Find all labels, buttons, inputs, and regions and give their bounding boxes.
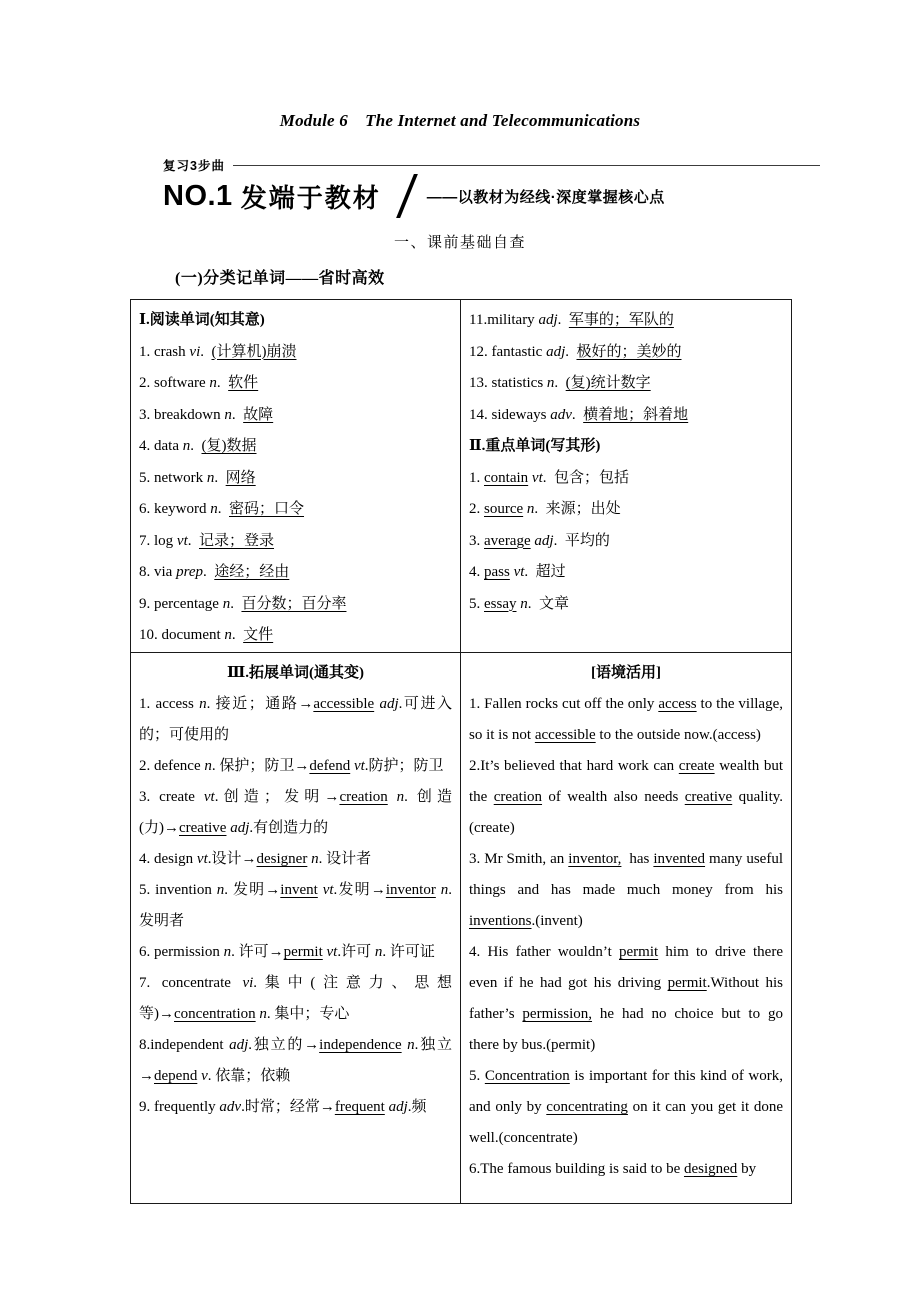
underlined-text-run: depend [154, 1068, 198, 1084]
vocab-item [469, 589, 783, 621]
text-run: 2. software [139, 375, 210, 391]
text-run: .(invent) [531, 913, 583, 929]
underlined-text-run: creative [179, 820, 227, 836]
text-run: n [440, 882, 449, 898]
underlined-text-run: essay [484, 595, 517, 612]
underlined-text-run: 百分数；百分率 [241, 595, 347, 612]
text-run: . 设计者 [318, 851, 372, 867]
text-run: . [230, 595, 242, 612]
banner-step-label: 复习3步曲 [163, 159, 225, 173]
vocab-item [139, 751, 452, 782]
text-run: quality.(create) [469, 789, 784, 836]
text-run: 3. Mr Smith, an [469, 851, 569, 867]
slash-divider-icon [396, 174, 418, 218]
text-run: .频 [407, 1099, 427, 1115]
vocab-item [469, 751, 783, 844]
text-run: 9. frequently [139, 1099, 220, 1115]
underlined-text-run: create [678, 758, 715, 774]
text-run: .发明→ [333, 882, 386, 898]
underlined-text-run: 途经；经由 [214, 564, 290, 580]
text-run: . [200, 343, 212, 360]
text-run: vt [196, 851, 208, 867]
text-run: n [206, 469, 215, 486]
underlined-text-run: 极好的；美妙的 [576, 343, 682, 360]
text-run: 1. access [139, 696, 200, 712]
vocab-item [469, 937, 783, 1061]
text-run: 3. create [139, 789, 204, 805]
vocab-item [139, 431, 452, 463]
underlined-text-run: permit [283, 944, 323, 960]
underlined-text-run: creation [493, 789, 543, 805]
text-run: 1. [469, 469, 484, 486]
text-run: n [210, 501, 218, 517]
underlined-text-run: (计算机)崩溃 [211, 343, 297, 360]
text-run: . [231, 627, 244, 643]
banner-horizontal-rule [233, 165, 820, 166]
text-run: . [216, 375, 229, 391]
text-run: he had no choice but to go there by bus.(permit) [469, 1006, 783, 1053]
text-run: . 接近；通路→ [206, 696, 314, 712]
text-run: . 发明者 [139, 882, 452, 929]
underlined-text-run: permit [619, 944, 659, 960]
vocab-item [139, 689, 452, 751]
context-usage-list [469, 689, 783, 1185]
text-run: n [222, 595, 231, 612]
text-run: . 集中；专心 [266, 1006, 350, 1022]
text-run: . 文章 [527, 595, 570, 612]
vocab-item [469, 463, 783, 495]
text-run: .防护；防卫 [364, 758, 444, 774]
text-run: . 保护；防卫→ [211, 758, 310, 774]
underlined-text-run: 网络 [225, 469, 256, 486]
vocab-item [139, 1092, 452, 1123]
underlined-text-run: permission, [522, 1006, 593, 1022]
reading-words-header: Ⅰ.阅读单词(知其意) [139, 312, 265, 328]
text-run: adv [550, 406, 572, 423]
underlined-text-run: pass [484, 564, 510, 580]
text-run: n [224, 627, 232, 643]
expansion-words-header: Ⅲ.拓展单词(通其变) [226, 664, 364, 681]
vocab-item [469, 494, 783, 526]
text-run: vt [326, 944, 338, 960]
section-subtitle: 一、课前基础自查 [393, 235, 526, 251]
vocab-item [139, 368, 452, 400]
page-title: Module 6 The Internet and Telecommunications [279, 111, 641, 130]
text-run: is important for this kind of work, and only by [469, 1068, 784, 1115]
text-run: vt [322, 882, 334, 898]
banner-top-row [163, 157, 820, 173]
text-run: . [557, 312, 569, 328]
reading-words-continued-list [469, 305, 783, 431]
underlined-text-run: accessible [313, 696, 375, 712]
underlined-text-run: 故障 [243, 406, 274, 423]
underlined-text-run: 软件 [228, 375, 259, 391]
text-run: . [571, 406, 584, 423]
text-run: vi [189, 343, 201, 360]
text-run: .时常；经常→ [241, 1099, 335, 1115]
text-run: .Without his father’s [469, 975, 783, 1022]
text-run: adj [546, 343, 566, 360]
text-run: 14. sideways [469, 406, 551, 423]
text-run: n [520, 595, 528, 612]
text-run: 11.military [469, 312, 539, 328]
text-run: .创造；发明→ [214, 789, 340, 805]
text-run: adj [538, 312, 558, 328]
underlined-text-run: source [484, 501, 524, 517]
vocab-item [469, 337, 783, 369]
vocab-item [469, 844, 783, 937]
banner-title: 发端于教材 [240, 182, 381, 213]
cell-context-usage [461, 652, 792, 1203]
text-run: . [231, 406, 244, 423]
text-run: . [203, 564, 215, 580]
section-heading: (一)分类记单词——省时高效 [175, 270, 385, 287]
text-run: . 依靠；依赖 [207, 1068, 291, 1084]
text-run: 4. design [139, 851, 197, 867]
underlined-text-run: 记录；登录 [199, 532, 275, 549]
vocab-item [139, 494, 452, 526]
vocab-item [469, 1154, 783, 1185]
text-run: . [554, 375, 566, 391]
vocab-item [139, 968, 452, 1030]
banner-main-row [163, 173, 820, 219]
text-run: n [182, 438, 191, 454]
text-run: many useful things and has made much money from his [469, 851, 784, 898]
text-run: vi [242, 975, 254, 991]
vocab-item [139, 589, 452, 621]
text-run: adj [230, 820, 250, 836]
text-run: 7. concentrate [139, 975, 243, 991]
vocab-item [139, 337, 452, 369]
underlined-text-run: (复)数据 [201, 438, 257, 454]
text-run: .设计→ [207, 851, 257, 867]
text-run: . 许可证 [382, 944, 435, 960]
text-run: . 许可→ [231, 944, 284, 960]
underlined-text-run: contain [484, 469, 529, 486]
underlined-text-run: Concentration [484, 1068, 570, 1084]
text-run: 10. document [139, 627, 225, 643]
text-run: 4. data [139, 438, 183, 454]
text-run: . [187, 532, 199, 549]
underlined-text-run: designer [256, 851, 308, 867]
vocab-item [469, 557, 783, 589]
key-words-header: Ⅱ.重点单词(写其形) [469, 438, 601, 454]
text-run: vt [176, 532, 188, 549]
banner-no-label: NO.1 [163, 179, 233, 212]
text-run: 2.It’s believed that hard work can [469, 758, 679, 774]
text-run: .集中(注意力、思想等)→ [139, 975, 453, 1022]
underlined-text-run: creation [339, 789, 388, 805]
text-run: of wealth also needs [542, 789, 685, 805]
vocab-item [139, 875, 452, 937]
text-run: n [209, 375, 217, 391]
vocab-table [130, 299, 792, 1204]
text-run: . 平均的 [553, 532, 610, 549]
vocab-item [469, 1061, 783, 1154]
text-run: 2. [469, 501, 484, 517]
text-run: prep [176, 564, 204, 580]
underlined-text-run: 密码；口令 [229, 501, 305, 517]
text-run: vt [513, 564, 525, 580]
underlined-text-run: 横着地；斜着地 [583, 406, 689, 423]
underlined-text-run: 文件 [243, 627, 274, 643]
text-run: 6.The famous building is said to be [469, 1161, 684, 1177]
text-run: 7. log [139, 532, 177, 549]
text-run: . 包含；包括 [542, 469, 629, 486]
underlined-text-run: designed [683, 1161, 738, 1177]
vocab-item [469, 689, 783, 751]
text-run: . 创造(力)→ [139, 789, 452, 836]
text-run: n [407, 1037, 415, 1053]
text-run: 5. [469, 595, 484, 612]
text-run: n [374, 944, 383, 960]
text-run: n [259, 1006, 267, 1022]
underlined-text-run: average [484, 532, 531, 549]
underlined-text-run: accessible [534, 727, 596, 743]
text-run: 1. crash [139, 343, 190, 360]
expansion-words-list [139, 689, 452, 1123]
text-run: to the outside now.(access) [595, 727, 761, 743]
underlined-text-run: permit [667, 975, 707, 991]
text-run: wealth but the [469, 758, 784, 805]
vocab-item [139, 782, 452, 844]
text-run: 2. defence [139, 758, 205, 774]
cell-key-words [461, 300, 792, 653]
text-run: vt [353, 758, 365, 774]
text-run: n [526, 501, 535, 517]
text-run: adv [219, 1099, 242, 1115]
text-run: n [204, 758, 212, 774]
context-usage-header: [语境活用] [591, 664, 661, 681]
underlined-text-run: defend [309, 758, 351, 774]
text-run: . 发明→ [224, 882, 281, 898]
text-run: . 超过 [524, 564, 566, 580]
vocab-item [469, 400, 783, 432]
text-run: him to drive there even if he had got his driving [469, 944, 783, 991]
text-run: adj [534, 532, 554, 549]
text-run: 1. Fallen rocks cut off the only [469, 696, 659, 712]
underlined-text-run: creative [684, 789, 733, 805]
text-run: 8. via [139, 564, 177, 580]
text-run: on it can you get it done well.(concentrate) [469, 1099, 783, 1146]
review-banner [163, 157, 820, 219]
underlined-text-run: inventor, [568, 851, 622, 867]
text-run: n [311, 851, 319, 867]
text-run: . [190, 438, 202, 454]
text-run: . [217, 501, 229, 517]
text-run: . 来源；出处 [534, 501, 621, 517]
reading-words-list [139, 337, 452, 652]
text-run: 5. [469, 1068, 485, 1084]
key-words-list [469, 463, 783, 621]
text-run: n [546, 375, 555, 391]
text-run: by [737, 1161, 757, 1177]
vocab-item [139, 844, 452, 875]
text-run: n [224, 406, 232, 423]
text-run: 13. statistics [469, 375, 547, 391]
underlined-text-run: concentrating [546, 1099, 628, 1115]
vocab-item [139, 620, 452, 652]
text-run: n [223, 944, 232, 960]
text-run: . [214, 469, 226, 486]
vocab-item [139, 400, 452, 432]
text-run: n [199, 696, 207, 712]
text-run: vt [203, 789, 215, 805]
text-run: adj [388, 1099, 408, 1115]
text-run: n [396, 789, 405, 805]
underlined-text-run: independence [319, 1037, 402, 1053]
vocab-item [139, 463, 452, 495]
underlined-text-run: frequent [334, 1099, 385, 1115]
text-run: adj [229, 1037, 249, 1053]
text-run: .独立→ [139, 1037, 452, 1084]
text-run: .有创造力的 [249, 820, 329, 836]
underlined-text-run: access [658, 696, 697, 712]
underlined-text-run: inventions [469, 913, 532, 929]
text-run [388, 789, 397, 805]
text-run: .可进入的；可使用的 [139, 696, 452, 743]
underlined-text-run: invent [280, 882, 318, 898]
underlined-text-run: 军事的；军队的 [568, 312, 674, 328]
cell-expansion-words [131, 652, 461, 1203]
text-run: 5. invention [139, 882, 217, 898]
text-run: 9. percentage [139, 595, 223, 612]
text-run: 4. [469, 564, 484, 580]
text-run: 5. network [139, 469, 207, 486]
vocab-item [139, 557, 452, 589]
text-run: v [201, 1068, 208, 1084]
vocab-item [469, 368, 783, 400]
underlined-text-run: inventor [385, 882, 436, 898]
text-run: 12. fantastic [469, 343, 547, 360]
vocab-item [139, 1030, 452, 1092]
underlined-text-run: (复)统计数字 [565, 375, 651, 391]
vocab-item [469, 526, 783, 558]
text-run: 3. breakdown [139, 406, 225, 423]
text-run: 6. keyword [139, 501, 211, 517]
vocab-item [469, 305, 783, 337]
cell-reading-words [131, 300, 461, 653]
text-run: has [621, 851, 654, 867]
text-run: adj [379, 696, 399, 712]
text-run: 6. permission [139, 944, 224, 960]
text-run: to the village, so it is not [469, 696, 783, 743]
underlined-text-run: invented [653, 851, 706, 867]
text-run: vt [531, 469, 543, 486]
text-run: . [565, 343, 577, 360]
text-run: .独立的→ [248, 1037, 320, 1053]
text-run: 4. His father wouldn’t [469, 944, 619, 960]
underlined-text-run: concentration [174, 1006, 256, 1022]
text-run: 3. [469, 532, 484, 549]
text-run: n [216, 882, 225, 898]
text-run: .许可 [337, 944, 375, 960]
text-run: 8.independent [139, 1037, 230, 1053]
banner-tagline: ——以教材为经线·深度掌握核心点 [426, 188, 665, 206]
vocab-item [139, 937, 452, 968]
vocab-item [139, 526, 452, 558]
